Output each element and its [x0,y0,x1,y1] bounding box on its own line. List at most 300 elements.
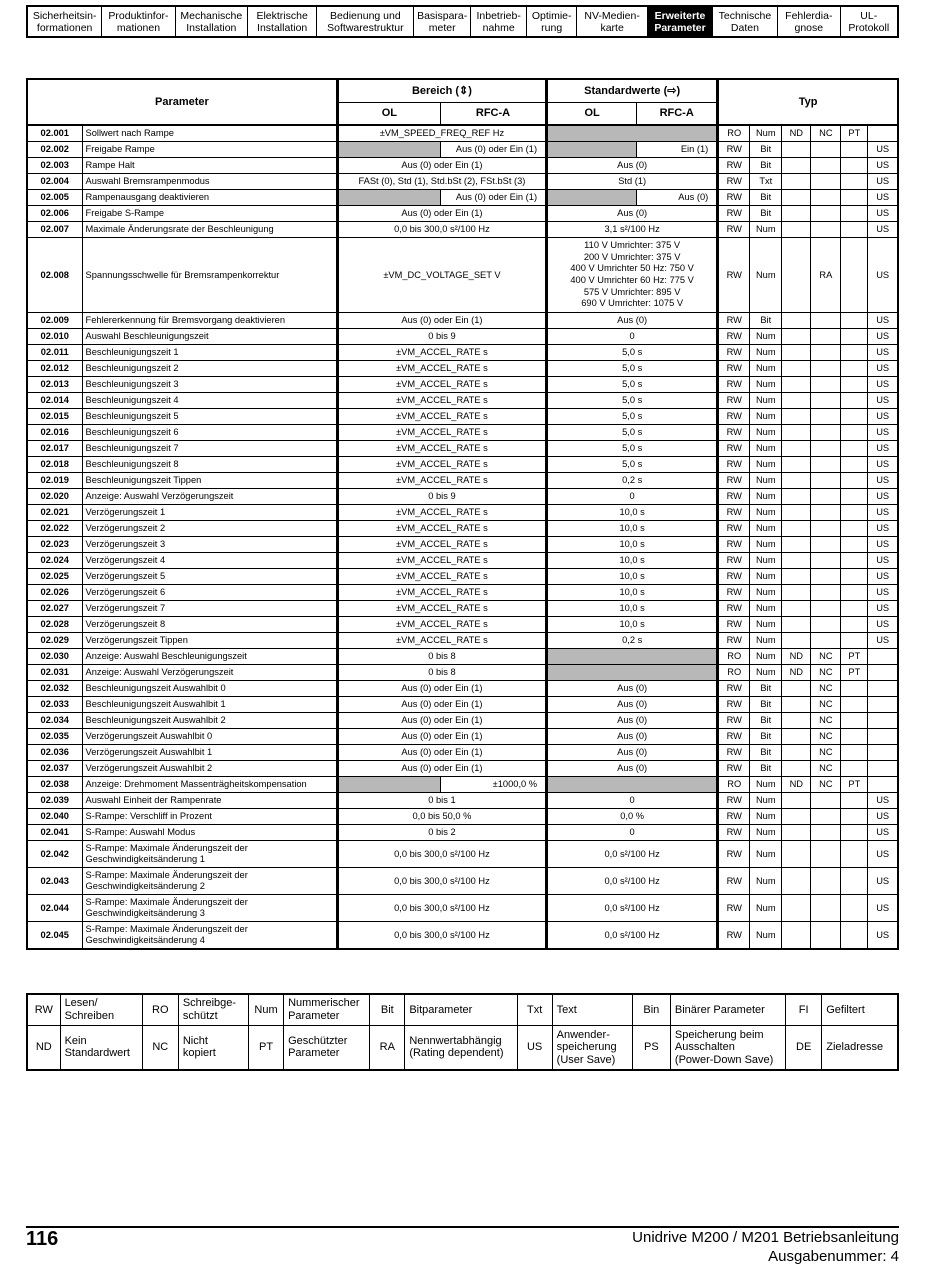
type-access: RW [718,617,750,633]
parameter-id: 02.019 [27,473,82,489]
type-pt: PT [841,649,868,665]
range-ol-unavailable [337,777,440,793]
parameter-id: 02.004 [27,174,82,190]
type-format: Num [750,895,782,922]
parameter-id: 02.001 [27,125,82,142]
parameter-description: S-Rampe: Maximale Änderungszeit der Geschwindigkeitsänderung 3 [82,895,337,922]
type-access: RW [718,697,750,713]
default-value: 10,0 s [547,569,718,585]
legend-description: Nennwertabhängig (Rating dependent) [405,1025,517,1070]
type-nd [782,505,811,521]
parameter-id: 02.035 [27,729,82,745]
type-access: RW [718,457,750,473]
table-row [27,825,898,841]
type-nc-ra [811,206,841,222]
legend-abbreviation: Bin [632,994,670,1025]
type-nc-ra [811,393,841,409]
type-access: RO [718,777,750,793]
type-access: RW [718,585,750,601]
default-value: 0,0 s²/100 Hz [547,868,718,895]
default-value-list [547,238,718,313]
type-format: Num [750,569,782,585]
type-us [868,665,898,681]
type-format: Bit [750,190,782,206]
table-row [27,329,898,345]
range-value: ±VM_DC_VOLTAGE_SET V [337,238,546,313]
range-value: ±VM_ACCEL_RATE s [337,441,546,457]
type-nc-ra [811,537,841,553]
parameter-id: 02.006 [27,206,82,222]
nav-tab[interactable]: Fehlerdia- gnose [777,7,839,36]
default-ol-unavailable [547,190,637,206]
type-access: RW [718,713,750,729]
range-value: ±VM_ACCEL_RATE s [337,601,546,617]
range-value: ±VM_SPEED_FREQ_REF Hz [337,125,546,142]
parameter-description: S-Rampe: Auswahl Modus [82,825,337,841]
table-row [27,601,898,617]
default-value: 10,0 s [547,617,718,633]
parameter-description: Beschleunigungszeit Auswahlbit 1 [82,697,337,713]
type-nd [782,361,811,377]
table-row [27,174,898,190]
range-value: ±VM_ACCEL_RATE s [337,361,546,377]
legend-abbreviation: Bit [370,994,405,1025]
type-nd [782,393,811,409]
type-nc-ra [811,585,841,601]
parameter-description: S-Rampe: Maximale Änderungszeit der Geschwindigkeitsänderung 1 [82,841,337,868]
table-row [27,841,898,868]
parameter-id: 02.010 [27,329,82,345]
type-pt [841,393,868,409]
parameter-id: 02.011 [27,345,82,361]
type-pt [841,601,868,617]
parameter-table [26,78,899,950]
table-row [27,713,898,729]
header-parameter: Parameter [27,79,337,125]
range-value: 0,0 bis 300,0 s²/100 Hz [337,895,546,922]
type-us: US [868,922,898,950]
nav-tab[interactable]: Erweiterte Parameter [647,7,711,36]
parameter-description: Beschleunigungszeit 8 [82,457,337,473]
range-value: Aus (0) oder Ein (1) [337,681,546,697]
type-pt [841,713,868,729]
type-pt [841,238,868,313]
type-nd [782,190,811,206]
parameter-description: Anzeige: Auswahl Verzögerungszeit [82,665,337,681]
parameter-description: Beschleunigungszeit 4 [82,393,337,409]
default-value: 5,0 s [547,361,718,377]
type-format: Bit [750,745,782,761]
header-default-ol: OL [547,103,637,125]
parameter-description: Verzögerungszeit 8 [82,617,337,633]
type-format: Bit [750,142,782,158]
type-nc-ra [811,489,841,505]
type-access: RW [718,190,750,206]
default-unavailable [547,777,718,793]
type-nc-ra [811,569,841,585]
parameter-id: 02.042 [27,841,82,868]
legend-abbreviation: RO [142,994,178,1025]
type-nd [782,681,811,697]
type-nc-ra: NC [811,713,841,729]
nav-tab[interactable]: UL- Protokoll [840,7,897,36]
type-format: Num [750,665,782,681]
parameter-description: Verzögerungszeit Tippen [82,633,337,649]
type-nc-ra [811,174,841,190]
type-format: Bit [750,713,782,729]
type-nc-ra [811,825,841,841]
type-us: US [868,457,898,473]
type-us: US [868,809,898,825]
type-us: US [868,633,898,649]
type-format: Bit [750,681,782,697]
header-default: Standardwerte (⇨) [547,79,718,103]
legend-abbreviation: PT [248,1025,283,1070]
type-format: Num [750,238,782,313]
nav-tab[interactable]: Mechanische Installation [175,7,247,36]
type-nd [782,922,811,950]
default-value: 5,0 s [547,425,718,441]
type-access: RW [718,174,750,190]
type-format: Bit [750,158,782,174]
parameter-description: Rampenausgang deaktivieren [82,190,337,206]
legend-description: Geschützter Parameter [284,1025,370,1070]
parameter-description: Freigabe S-Rampe [82,206,337,222]
type-nc-ra: NC [811,761,841,777]
range-value: Aus (0) oder Ein (1) [337,313,546,329]
type-pt [841,537,868,553]
type-format: Bit [750,206,782,222]
type-nd: ND [782,777,811,793]
type-pt [841,841,868,868]
table-row [27,793,898,809]
type-access: RW [718,345,750,361]
type-access: RW [718,633,750,649]
type-access: RW [718,158,750,174]
parameter-id: 02.039 [27,793,82,809]
type-nc-ra [811,553,841,569]
range-value: 0,0 bis 300,0 s²/100 Hz [337,868,546,895]
type-nd [782,489,811,505]
type-nd [782,158,811,174]
type-us: US [868,617,898,633]
parameter-description: Verzögerungszeit 4 [82,553,337,569]
default-value: 5,0 s [547,441,718,457]
default-value: 5,0 s [547,457,718,473]
table-row [27,585,898,601]
legend-description: Binärer Parameter [670,994,785,1025]
legend-description: Zieladresse [822,1025,898,1070]
type-nc-ra [811,868,841,895]
type-nc-ra [811,601,841,617]
type-nc-ra [811,441,841,457]
legend-abbreviation: PS [632,1025,670,1070]
parameter-id: 02.041 [27,825,82,841]
parameter-description: Beschleunigungszeit 3 [82,377,337,393]
type-nc-ra [811,377,841,393]
default-unavailable [547,649,718,665]
type-us [868,713,898,729]
parameter-description: Verzögerungszeit Auswahlbit 1 [82,745,337,761]
parameter-description: Beschleunigungszeit 7 [82,441,337,457]
type-access: RW [718,761,750,777]
type-us: US [868,393,898,409]
type-nc-ra: NC [811,729,841,745]
default-value: 3,1 s²/100 Hz [547,222,718,238]
type-pt [841,206,868,222]
type-nd [782,569,811,585]
parameter-id: 02.025 [27,569,82,585]
parameter-description: Beschleunigungszeit Auswahlbit 2 [82,713,337,729]
table-row [27,777,898,793]
type-us: US [868,585,898,601]
table-row [27,361,898,377]
range-ol-unavailable [337,142,440,158]
type-us: US [868,895,898,922]
type-nc-ra [811,633,841,649]
type-us [868,125,898,142]
type-us: US [868,174,898,190]
default-rfc-value: Ein (1) [637,142,718,158]
type-format: Num [750,377,782,393]
default-value: 0,0 s²/100 Hz [547,841,718,868]
type-pt [841,505,868,521]
range-value: ±VM_ACCEL_RATE s [337,457,546,473]
range-value: ±VM_ACCEL_RATE s [337,585,546,601]
type-pt: PT [841,125,868,142]
range-value: ±VM_ACCEL_RATE s [337,377,546,393]
type-nd [782,377,811,393]
type-pt [841,895,868,922]
type-pt [841,617,868,633]
table-row [27,425,898,441]
type-nd [782,441,811,457]
type-us: US [868,158,898,174]
type-format: Num [750,553,782,569]
range-value: Aus (0) oder Ein (1) [337,697,546,713]
table-row [27,393,898,409]
default-value: 0,2 s [547,633,718,649]
type-nd [782,745,811,761]
range-value: 0,0 bis 300,0 s²/100 Hz [337,922,546,950]
table-row [27,441,898,457]
type-format: Num [750,345,782,361]
parameter-description: Verzögerungszeit 2 [82,521,337,537]
type-access: RW [718,377,750,393]
table-row [27,489,898,505]
default-value: 5,0 s [547,409,718,425]
type-pt [841,457,868,473]
type-nd [782,473,811,489]
type-pt [841,745,868,761]
nav-tab[interactable]: Sicherheitsin- formationen [32,9,97,34]
type-access: RW [718,441,750,457]
type-us [868,745,898,761]
table-row [27,313,898,329]
type-us: US [868,825,898,841]
type-nd [782,222,811,238]
type-pt [841,345,868,361]
parameter-description: Anzeige: Auswahl Verzögerungszeit [82,489,337,505]
range-value: ±VM_ACCEL_RATE s [337,617,546,633]
default-value: Aus (0) [547,206,718,222]
parameter-id: 02.013 [27,377,82,393]
type-format: Num [750,585,782,601]
type-us: US [868,222,898,238]
type-nc-ra: NC [811,777,841,793]
type-us: US [868,142,898,158]
type-pt [841,190,868,206]
table-row [27,633,898,649]
type-nc-ra [811,505,841,521]
table-row [27,505,898,521]
default-value-line: 575 V Umrichter: 895 V [583,286,681,297]
legend-table [26,993,899,1071]
nav-tab[interactable]: NV-Medien- karte [576,7,647,36]
default-value: Std (1) [547,174,718,190]
header-range: Bereich (⇕) [337,79,546,103]
table-row [27,222,898,238]
nav-tab[interactable]: Produktinfor- mationen [101,7,174,36]
type-access: RO [718,665,750,681]
parameter-id: 02.005 [27,190,82,206]
default-value: 0 [547,329,718,345]
type-access: RW [718,313,750,329]
parameter-id: 02.009 [27,313,82,329]
type-us: US [868,553,898,569]
type-nd [782,633,811,649]
nav-tab[interactable]: Technische Daten [712,7,777,36]
legend-abbreviation: FI [786,994,822,1025]
type-pt [841,473,868,489]
type-access: RW [718,409,750,425]
type-pt [841,158,868,174]
parameter-description: Beschleunigungszeit 5 [82,409,337,425]
parameter-id: 02.031 [27,665,82,681]
type-nc-ra [811,313,841,329]
type-us [868,729,898,745]
header-default-rfc: RFC-A [637,103,718,125]
type-format: Num [750,793,782,809]
default-value: 10,0 s [547,505,718,521]
parameter-id: 02.023 [27,537,82,553]
default-value: 10,0 s [547,537,718,553]
type-access: RW [718,238,750,313]
nav-tab[interactable]: Bedienung und Softwarestruktur [316,7,413,36]
parameter-description: Verzögerungszeit 6 [82,585,337,601]
range-value: Aus (0) oder Ein (1) [337,745,546,761]
nav-tab[interactable]: Basispara- meter [413,7,469,36]
type-access: RW [718,521,750,537]
type-nc-ra [811,361,841,377]
type-access: RW [718,329,750,345]
range-value: ±VM_ACCEL_RATE s [337,345,546,361]
range-value: Aus (0) oder Ein (1) [337,729,546,745]
type-pt [841,569,868,585]
nav-tab[interactable]: Inbetrieb- nahme [470,7,526,36]
parameter-description: Anzeige: Auswahl Beschleunigungszeit [82,649,337,665]
header-range-rfc: RFC-A [440,103,546,125]
legend-description: Nicht kopiert [178,1025,248,1070]
parameter-id: 02.021 [27,505,82,521]
type-nd [782,841,811,868]
default-value: Aus (0) [547,697,718,713]
type-nd: ND [782,125,811,142]
type-us [868,761,898,777]
legend-description: Bitparameter [405,994,517,1025]
type-nc-ra [811,190,841,206]
type-nc-ra: NC [811,665,841,681]
table-row [27,809,898,825]
table-row [27,697,898,713]
nav-tab[interactable]: Elektrische Installation [247,7,316,36]
default-unavailable [547,665,718,681]
range-value: ±VM_ACCEL_RATE s [337,409,546,425]
type-us: US [868,425,898,441]
type-us: US [868,601,898,617]
type-us: US [868,361,898,377]
parameter-description: Spannungsschwelle für Bremsrampenkorrektur [82,238,337,313]
range-value: ±VM_ACCEL_RATE s [337,537,546,553]
parameter-description: Rampe Halt [82,158,337,174]
type-nd [782,825,811,841]
type-us: US [868,505,898,521]
table-row [27,125,898,142]
parameter-id: 02.014 [27,393,82,409]
table-row [27,868,898,895]
type-access: RW [718,473,750,489]
type-us: US [868,206,898,222]
type-access: RW [718,841,750,868]
default-value: 0,0 % [547,809,718,825]
type-format: Bit [750,761,782,777]
type-pt [841,825,868,841]
type-access: RW [718,825,750,841]
type-format: Num [750,868,782,895]
range-value: 0,0 bis 50,0 % [337,809,546,825]
type-us: US [868,345,898,361]
type-nd [782,174,811,190]
type-us: US [868,841,898,868]
parameter-id: 02.033 [27,697,82,713]
parameter-description: Verzögerungszeit 5 [82,569,337,585]
nav-tab[interactable]: Optimie- rung [526,7,576,36]
type-pt [841,142,868,158]
default-value-line: 400 V Umrichter 60 Hz: 775 V [570,275,694,285]
default-value: Aus (0) [547,313,718,329]
type-us: US [868,793,898,809]
range-value: 0,0 bis 300,0 s²/100 Hz [337,222,546,238]
type-pt [841,313,868,329]
type-format: Num [750,361,782,377]
type-format: Num [750,125,782,142]
type-nd [782,793,811,809]
default-value: 0 [547,825,718,841]
type-access: RW [718,895,750,922]
type-format: Num [750,649,782,665]
type-nd [782,142,811,158]
type-nc-ra [811,158,841,174]
type-us: US [868,377,898,393]
type-access: RW [718,868,750,895]
type-pt [841,697,868,713]
type-nc-ra [811,142,841,158]
header-range-ol: OL [337,103,440,125]
type-pt [841,489,868,505]
type-format: Num [750,825,782,841]
type-access: RW [718,793,750,809]
document-title: Unidrive M200 / M201 Betriebsanleitung [632,1229,899,1246]
